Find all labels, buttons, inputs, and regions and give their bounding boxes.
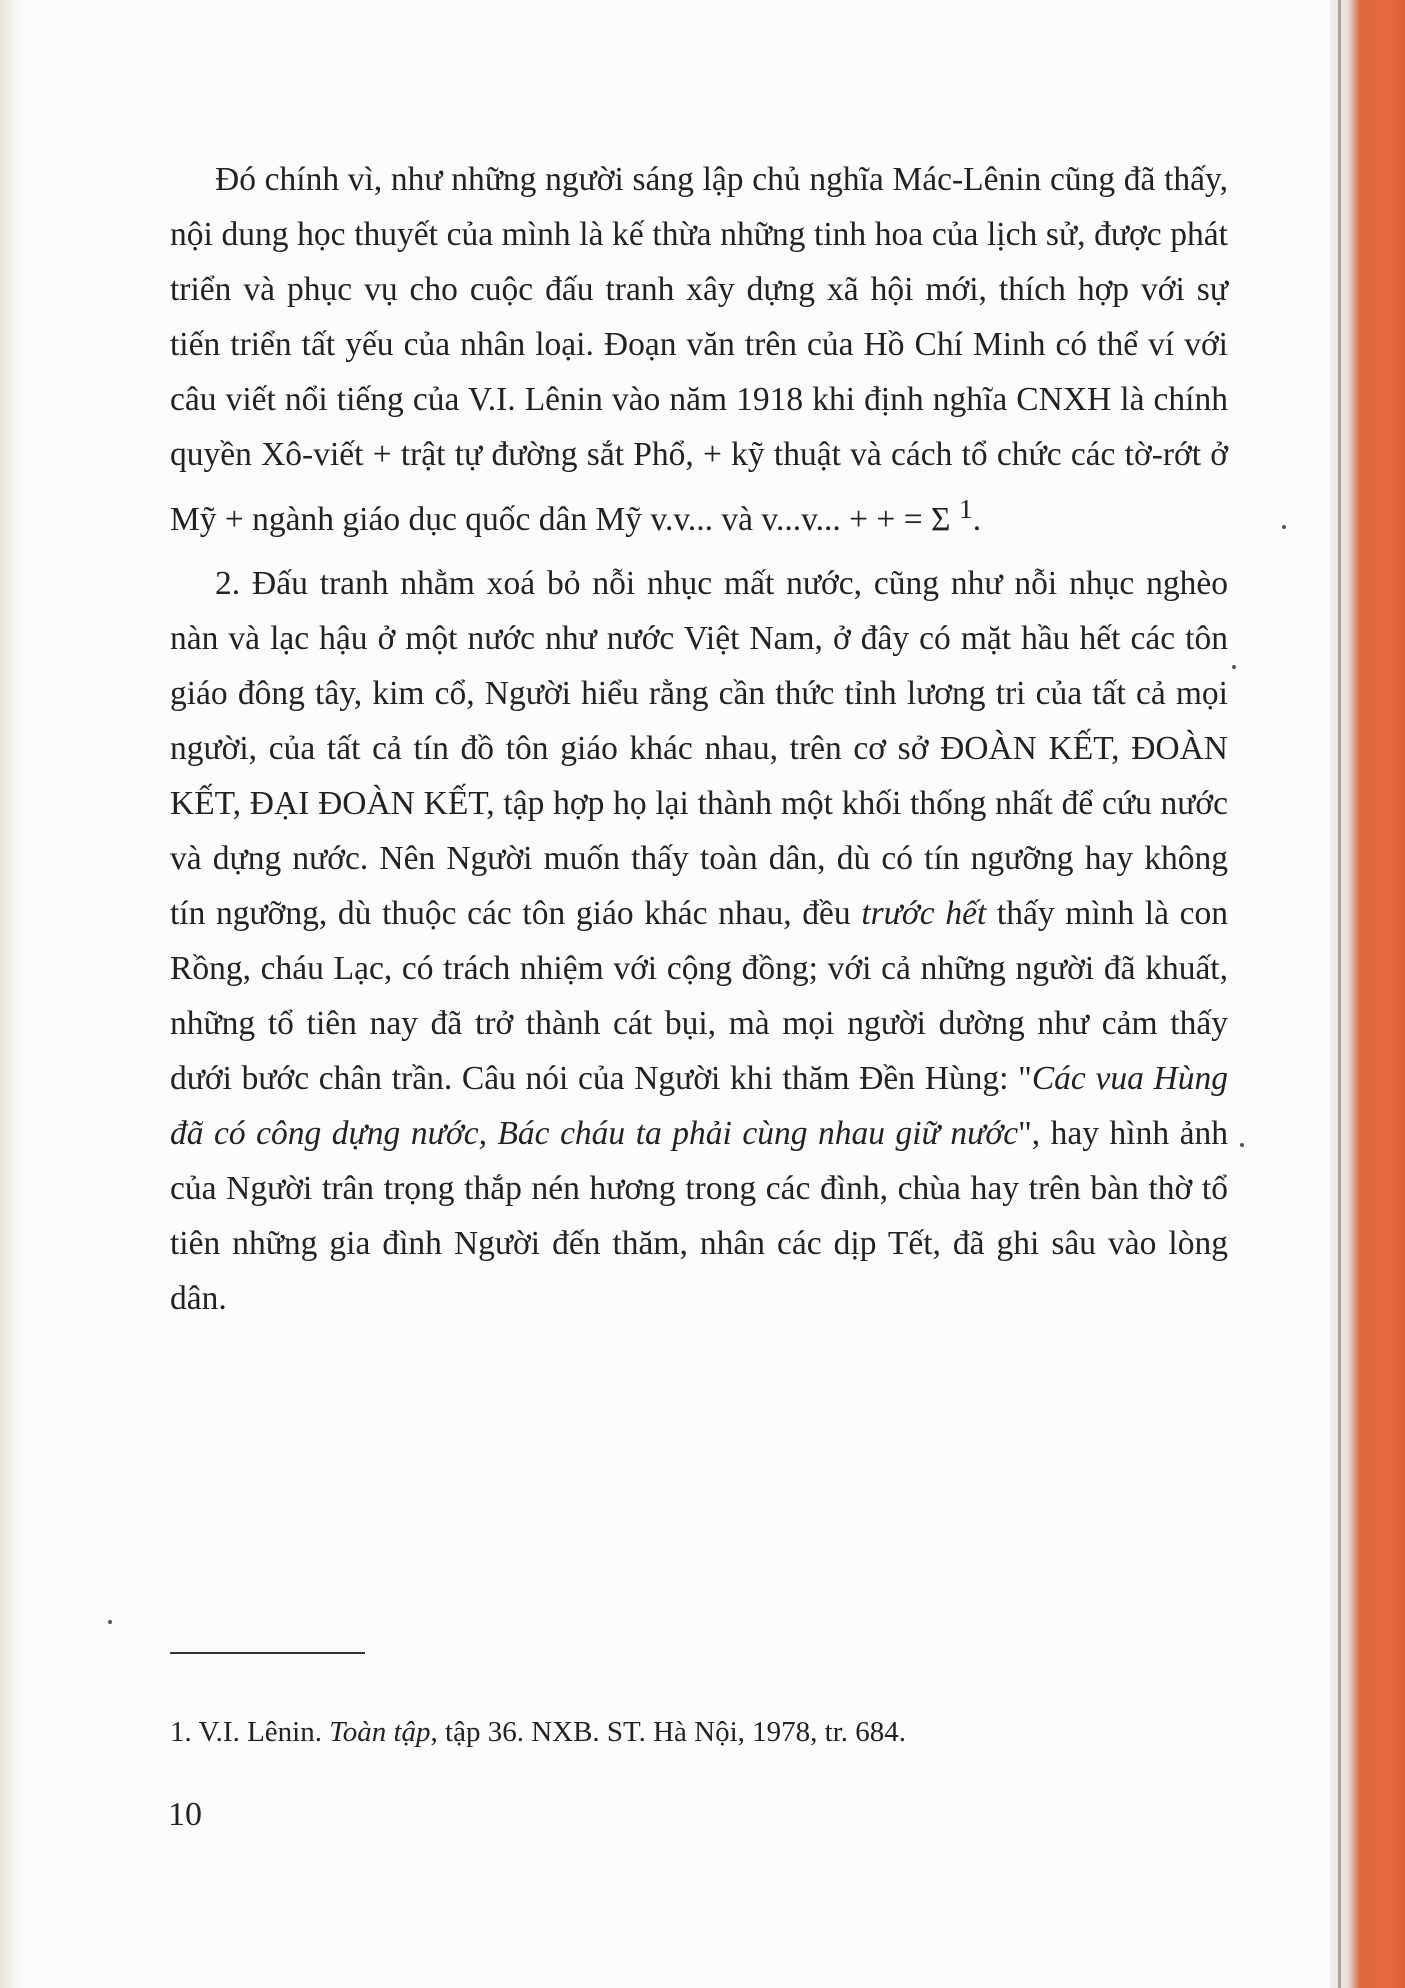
paragraph-2-text-a: 2. Đấu tranh nhằm xoá bỏ nỗi nhục mất nước, cũng như nỗi nhục nghèo nàn và lạc hậu ở một nước như nước Việt Nam, ở đây có mặt hầu hết các tôn giáo đông tây, kim cổ, Người hiểu rằng cần thức tỉnh lương tri của tất cả mọi người, của tất cả tín đồ tôn giáo khác nhau, trên cơ sở ĐOÀN KẾT, ĐOÀN KẾT, ĐẠI ĐOÀN KẾT, tập hợp họ lại thành một khối thống nhất để cứu nước và dựng nước. Nên Người muốn thấy toàn dân, dù có tín ngưỡng hay không tín ngưỡng, dù thuộc các tôn giáo khác nhau, đều <box>170 565 1228 933</box>
paragraph-2-text-b: thấy mình là con Rồng, cháu Lạc, có trách nhiệm với cộng đồng; với cả những người đã khuất, những tổ tiên nay đã trở thành cát bụi, mà mọi người dường như cảm thấy dưới bước chân trần. Câu nói của Người khi thăm Đền Hùng: " <box>170 895 1228 1098</box>
body-text <box>170 152 1228 1326</box>
scan-speck <box>1240 1143 1244 1147</box>
footnote-divider <box>170 1652 365 1654</box>
footnote-text-a: 1. V.I. Lênin. <box>170 1716 330 1748</box>
paragraph-2-text-c: ", hay hình ảnh của Người trân trọng thắp nén hương trong các đình, chùa hay trên bàn thờ tổ tiên những gia đình Người đến thăm, nhân các dịp Tết, đã ghi sâu vào lòng dân. <box>170 1115 1228 1318</box>
footnote-book-title: Toàn tập <box>329 1716 431 1748</box>
paragraph-2-quote: Các vua Hùng đã có công dựng nước, Bác cháu ta phải cùng nhau giữ nước <box>170 1060 1228 1153</box>
footnote-text-b: , tập 36. NXB. ST. Hà Nội, 1978, tr. 684. <box>430 1716 907 1748</box>
footnote <box>170 1712 1228 1752</box>
paragraph-1-end: . <box>972 501 982 539</box>
page-number: 10 <box>168 1796 202 1833</box>
scan-speck <box>108 1620 112 1624</box>
footnote-reference-mark: 1 <box>958 494 973 525</box>
scan-speck <box>1282 525 1286 529</box>
paragraph-1-text: Đó chính vì, như những người sáng lập chủ nghĩa Mác-Lênin cũng đã thấy, nội dung học thuyết của mình là kế thừa những tinh hoa của lịch sử, được phát triển và phục vụ cho cuộc đấu tranh xây dựng xã hội mới, thích hợp với sự tiến triển tất yếu của nhân loại. Đoạn văn trên của Hồ Chí Minh có thể ví với câu viết nổi tiếng của V.I. Lênin vào năm 1918 khi định nghĩa CNXH là chính quyền Xô-viết + trật tự đường sắt Phổ, + kỹ thuật và cách tổ chức các tờ-rớt ở Mỹ + ngành giáo dục quốc dân Mỹ v.v... và v...v... + + = Σ <box>170 161 1228 539</box>
book-edge-strip <box>1330 0 1405 1988</box>
paragraph-1 <box>170 152 1228 547</box>
scan-speck <box>1232 665 1236 669</box>
paragraph-2-italic-a: trước hết <box>861 895 987 933</box>
scan-shadow <box>0 0 22 1988</box>
paragraph-2 <box>170 556 1228 1326</box>
book-edge-line <box>1338 0 1341 1988</box>
